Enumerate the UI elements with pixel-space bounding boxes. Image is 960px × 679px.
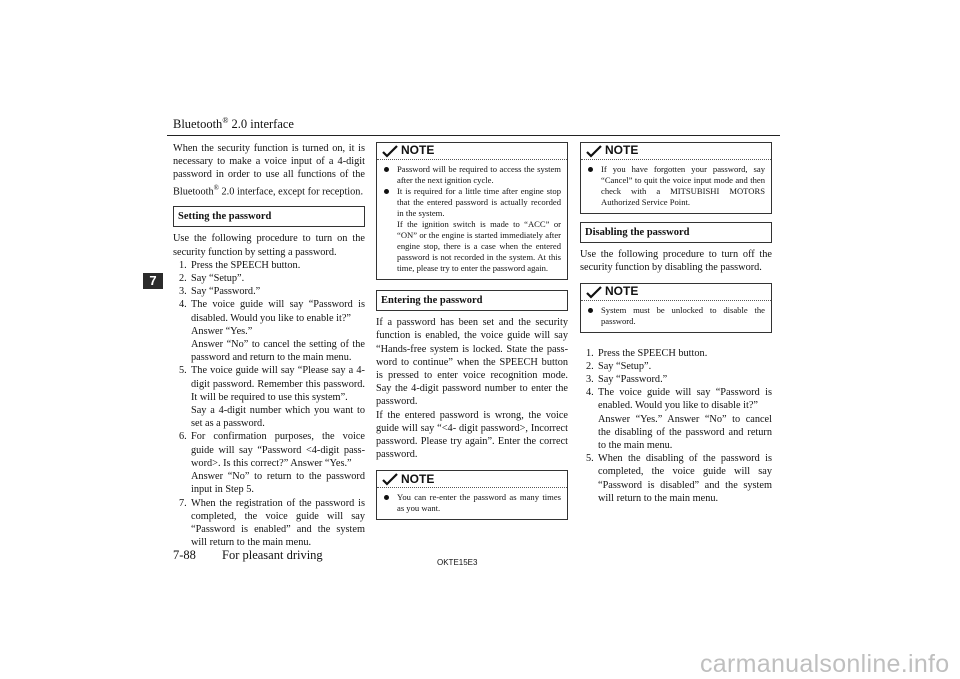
note-check-icon bbox=[585, 144, 603, 158]
step-number: 2. bbox=[586, 360, 594, 372]
intro-paragraph bbox=[173, 142, 365, 198]
entering-body-1: If a password has been set and the security function is enabled, the voice guide will say “Hands-free system is locked. State the password to continue” when the SPEECH button is pressed to enter voice recognition mode. Say the 4-digit password number to enter the password. bbox=[376, 317, 568, 408]
header-title-rest: 2.0 interface bbox=[228, 117, 294, 132]
step-text: Press the SPEECH button. bbox=[598, 347, 708, 359]
page-header bbox=[173, 116, 294, 132]
note-title: NOTE bbox=[605, 284, 639, 298]
note-items bbox=[581, 305, 771, 327]
intro-text: When the security function is turned on, it is necessary to make a voice input of a 4-digit password in order to use all functions of the Bluetooth bbox=[173, 143, 365, 198]
setting-steps bbox=[173, 259, 365, 549]
section-heading-disabling: Disabling the password bbox=[580, 222, 772, 243]
column-1 bbox=[173, 142, 365, 549]
step-text: Say “Password.” bbox=[598, 374, 668, 386]
step-subtext: Say a 4-digit number which you want to set as a password. bbox=[191, 405, 365, 430]
step-item bbox=[580, 373, 772, 386]
step-item bbox=[173, 364, 365, 430]
header-title: Bluetooth bbox=[173, 117, 223, 132]
step-subtext: Answer “No” to return to the password input in Step 5. bbox=[191, 471, 365, 496]
step-item bbox=[173, 497, 365, 550]
step-item bbox=[580, 386, 772, 452]
column-2 bbox=[376, 142, 568, 526]
intro-sup: ® bbox=[213, 183, 219, 192]
step-item bbox=[173, 298, 365, 364]
step-text: Say “Password.” bbox=[191, 286, 261, 298]
note-box bbox=[580, 283, 772, 333]
column-3 bbox=[580, 142, 772, 505]
note-header bbox=[581, 143, 771, 160]
step-text: For confirmation purposes, the voice guide will say “Password <4-digit password>. Is this correct?” Answer “Yes.” bbox=[191, 431, 365, 469]
note-text: System must be unlocked to disable the password. bbox=[601, 304, 765, 326]
disabling-steps bbox=[580, 347, 772, 505]
note-title: NOTE bbox=[401, 143, 435, 158]
note-box bbox=[376, 142, 568, 280]
step-item bbox=[173, 259, 365, 272]
intro-text-end: 2.0 interface, except for reception. bbox=[218, 186, 364, 198]
note-text: It is required for a little time after engine stop that the entered password is actually recorded in the system. bbox=[397, 186, 561, 218]
note-text: Password will be required to access the system after the next ignition cycle. bbox=[397, 164, 561, 185]
bullet-icon bbox=[588, 308, 593, 313]
note-text: You can re-enter the password as many times as you want. bbox=[397, 492, 561, 514]
step-number: 4. bbox=[179, 299, 187, 311]
step-subtext: Answer “Yes.” Answer “No” to cancel the disabling of the password and return to the main menu. bbox=[598, 413, 772, 452]
section-heading-entering: Entering the password bbox=[376, 290, 568, 311]
bullet-icon bbox=[384, 495, 389, 500]
step-item bbox=[580, 452, 772, 505]
note-check-icon bbox=[381, 472, 399, 486]
note-check-icon bbox=[381, 144, 399, 158]
step-number: 5. bbox=[179, 365, 187, 377]
note-box bbox=[376, 470, 568, 520]
note-bullet-item bbox=[377, 492, 567, 514]
step-text: The voice guide will say “Password is enabled. Would you like to disable it?” bbox=[598, 387, 772, 412]
step-number: 1. bbox=[179, 259, 187, 271]
step-subtext: Answer “No” to cancel the setting of the password and return to the main menu. bbox=[191, 339, 365, 364]
step-number: 7. bbox=[179, 497, 187, 509]
note-items bbox=[581, 164, 771, 208]
watermark: carmanualsonline.info bbox=[700, 650, 950, 678]
note-bullet-item bbox=[377, 164, 567, 186]
step-text: The voice guide will say “Password is disabled. Would you like to enable it?” bbox=[191, 299, 365, 324]
note-header bbox=[377, 143, 567, 160]
bullet-icon bbox=[588, 167, 593, 172]
step-number: 3. bbox=[179, 286, 187, 298]
note-box bbox=[580, 142, 772, 214]
header-title-sup: ® bbox=[222, 116, 229, 125]
entering-body-2: If the entered password is wrong, the voice guide will say “<4- digit password>, Incorrect password. Please try again”. Enter the correct password. bbox=[376, 409, 568, 461]
step-text: When the registration of the password is completed, the voice guide will say “Password is enabled” and the system will return to the main menu. bbox=[191, 497, 365, 549]
note-bullet-item bbox=[377, 186, 567, 274]
step-number: 5. bbox=[586, 453, 594, 465]
step-item bbox=[173, 272, 365, 285]
step-item bbox=[173, 285, 365, 298]
note-text: If the ignition switch is made to “ACC” or “ON” or the engine is started immediately after engine stop, there is a case when the entered password is not recorded in the system. At this time, please try to enter the password again. bbox=[397, 219, 561, 273]
step-text: Press the SPEECH button. bbox=[191, 259, 301, 271]
note-title: NOTE bbox=[401, 471, 435, 486]
note-header bbox=[377, 471, 567, 488]
note-title: NOTE bbox=[605, 143, 639, 158]
disabling-intro: Use the following procedure to turn off the security function by disabling the password. bbox=[580, 249, 772, 274]
step-item bbox=[580, 347, 772, 360]
note-bullet-item bbox=[581, 305, 771, 327]
step-text: Say “Setup”. bbox=[191, 273, 245, 285]
step-number: 4. bbox=[586, 387, 594, 399]
step-item bbox=[173, 430, 365, 496]
step-subtext: Answer “Yes.” bbox=[191, 325, 253, 337]
step-text: Say “Setup”. bbox=[598, 360, 652, 372]
note-header bbox=[581, 284, 771, 301]
note-text: If you have forgotten your password, say “Cancel” to quit the voice input mode and then check with a MITSUBISHI MOTORS Authorized Service Point. bbox=[601, 164, 765, 207]
note-check-icon bbox=[585, 285, 603, 299]
step-text: When the disabling of the password is completed, the voice guide will say “Password is disabled” and the system will return to the main menu. bbox=[598, 453, 772, 504]
step-number: 2. bbox=[179, 273, 187, 285]
footer-code: OKTE15E3 bbox=[437, 558, 478, 567]
step-item bbox=[580, 360, 772, 373]
header-rule bbox=[167, 135, 780, 136]
step-number: 1. bbox=[586, 347, 594, 359]
setting-intro: Use the following procedure to turn on the security function by setting a password. bbox=[173, 233, 365, 258]
section-heading-setting: Setting the password bbox=[173, 206, 365, 227]
note-bullet-item bbox=[581, 164, 771, 208]
note-items bbox=[377, 492, 567, 514]
step-number: 6. bbox=[179, 431, 187, 443]
step-number: 3. bbox=[586, 374, 594, 386]
footer-section: For pleasant driving bbox=[222, 548, 323, 562]
step-text: The voice guide will say “Please say a 4-digit password. Remember this password. It will be required to use this system”. bbox=[191, 365, 365, 403]
chapter-tab: 7 bbox=[143, 273, 163, 289]
page-number: 7-88 bbox=[173, 548, 196, 562]
bullet-icon bbox=[384, 167, 389, 172]
bullet-icon bbox=[384, 189, 389, 194]
note-items bbox=[377, 164, 567, 274]
